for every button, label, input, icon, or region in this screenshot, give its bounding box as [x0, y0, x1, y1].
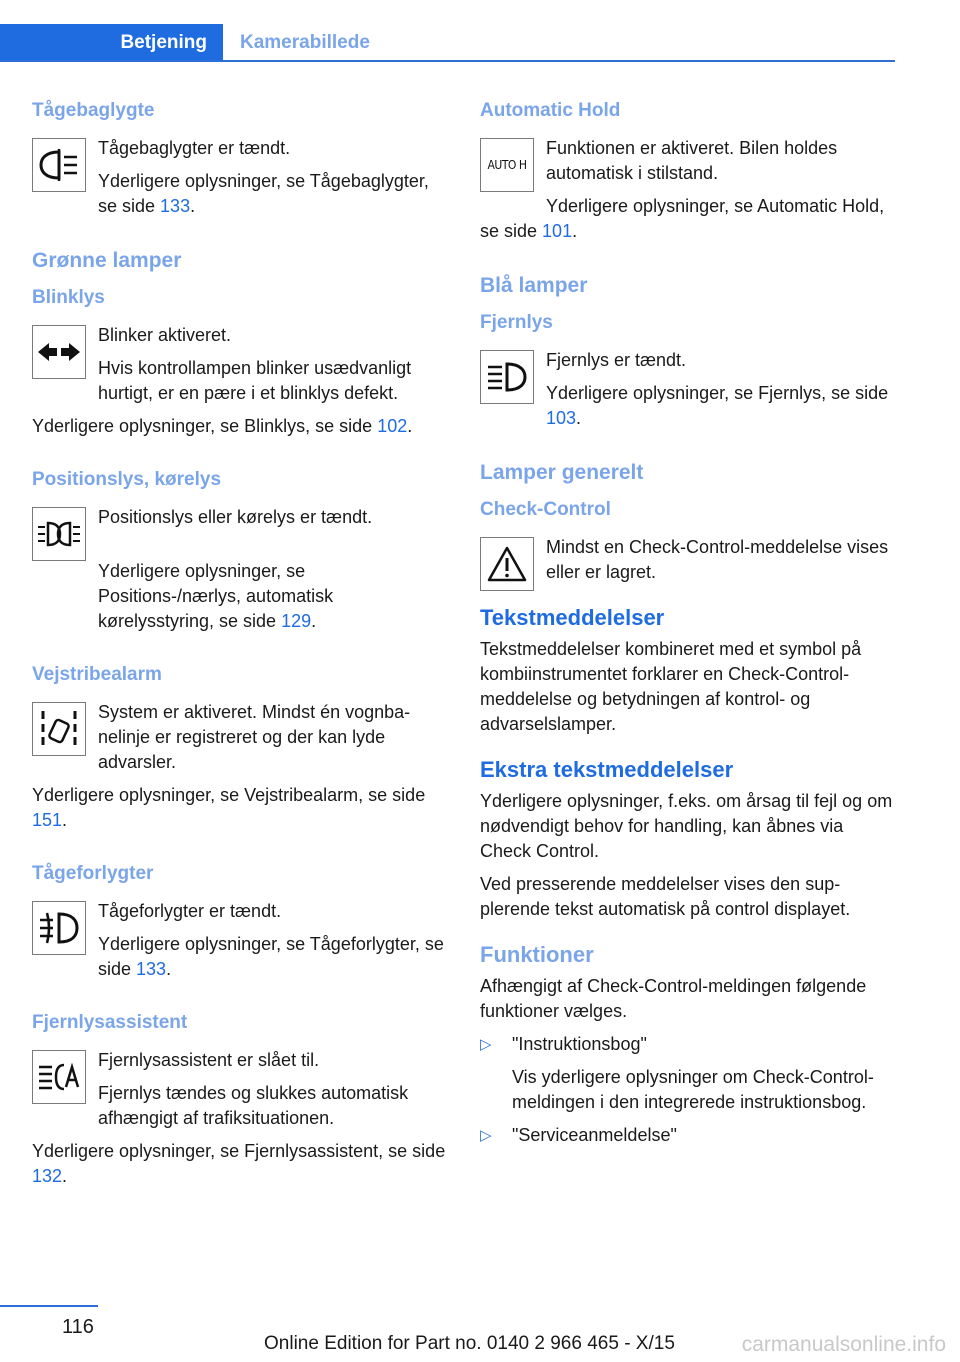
heading-green-lamps: Grønne lamper	[32, 249, 182, 272]
page-header	[0, 24, 895, 62]
page-link-133[interactable]: 133	[160, 196, 191, 216]
list-item	[480, 1123, 898, 1156]
high-assist-line2: Fjernlys tændes og slukkes automatisk afhængigt af trafiksituationen.	[98, 1083, 409, 1128]
check-line1: Mindst en Check-Control-meddelelse vises eller er lagret.	[546, 537, 889, 582]
heading-auto-hold: Automatic Hold	[480, 100, 621, 121]
heading-lane: Vejstribealarm	[32, 664, 162, 685]
list-item-label: "Instruktionsbog"	[512, 1034, 647, 1054]
triangle-bullet-icon: ▷	[480, 1036, 492, 1053]
lamp-position	[32, 505, 450, 561]
list-item-label: "Serviceanmeldelse"	[512, 1125, 677, 1145]
lane-departure-icon	[32, 702, 86, 756]
watermark: carmanualsonline.info	[741, 1333, 946, 1356]
fog-front-line2: Yderligere oplysninger, se Tågeforlygter, se side 133.	[98, 934, 444, 979]
position-line1: Positionslys eller kørelys er tændt.	[98, 507, 373, 527]
high-assist-line3: Yderligere oplysninger, se Fjernlysassistent, se side 132.	[32, 1141, 446, 1186]
lamp-check-control	[480, 535, 898, 593]
rear-fog-light-icon	[32, 138, 86, 192]
high-beam-assistant-icon	[32, 1050, 86, 1104]
list-item-desc: Vis yderligere oplysninger om Check-Control-meldingen i den integrerede instruktionsbog.	[512, 1067, 874, 1112]
text-messages-body: Tekstmeddelelser kombineret med et symbol på kombiinstrumentet forklarer en Check-Control-meddelelse og betydningen af kontrol- og advarselslamper.	[480, 639, 862, 734]
lane-line1: System er aktiveret. Mindst én vognbanelinje er registreret og der kan lyde advarsler.	[98, 702, 411, 772]
page-link-102[interactable]: 102	[377, 416, 408, 436]
list-item	[480, 1032, 898, 1123]
extra-messages-body2: Ved presserende meddelelser vises den supplerende tekst automatisk på control displayet.	[480, 874, 851, 919]
lamp-blink	[32, 323, 450, 414]
high-beam-line2: Yderligere oplysninger, se Fjernlys, se side 103.	[546, 383, 889, 428]
header-tab-betjening: Betjening	[0, 24, 223, 62]
page-number: 116	[62, 1316, 94, 1338]
heading-fog-rear: Tågebaglygte	[32, 100, 155, 121]
lamp-high-assist	[32, 1048, 450, 1139]
header-tab-kamerabillede: Kamerabillede	[240, 32, 370, 53]
front-fog-light-icon	[32, 901, 86, 955]
functions-body: Afhængigt af Check-Control-meldingen følgende funktioner vælges.	[480, 976, 867, 1021]
left-column	[32, 100, 450, 1197]
lamp-lane	[32, 700, 450, 783]
extra-messages-body1: Yderligere oplysninger, f.eks. om årsag til fejl og om nødvendigt behov for handling, kan åbnes via Check Control.	[480, 791, 893, 861]
heading-functions: Funktioner	[480, 942, 594, 967]
heading-high-beam: Fjernlys	[480, 312, 553, 333]
position-line2: Yderligere oplysninger, se Positions-/nærlys, automatisk kørelysstyring, se side 129.	[98, 561, 334, 631]
high-beam-icon	[480, 350, 534, 404]
heading-blink: Blinklys	[32, 287, 105, 308]
footer-rule	[0, 1305, 98, 1307]
turn-signal-icon	[32, 325, 86, 379]
heading-text-messages: Tekstmeddelelser	[480, 605, 665, 630]
heading-extra-messages: Ekstra tekstmeddelelser	[480, 757, 734, 782]
page-link-101[interactable]: 101	[542, 221, 573, 241]
lane-line2: Yderligere oplysninger, se Vejstribealarm, se side 151.	[32, 785, 426, 830]
high-beam-line1: Fjernlys er tændt.	[546, 350, 687, 370]
fog-rear-line1: Tågebaglygter er tændt.	[98, 138, 291, 158]
lamp-auto-hold	[480, 136, 898, 194]
fog-front-line1: Tågeforlygter er tændt.	[98, 901, 282, 921]
auto-hold-line1: Funktionen er aktiveret. Bilen holdes automatisk i stilstand.	[546, 138, 838, 183]
blink-line1: Blinker aktiveret.	[98, 325, 232, 345]
page-link-151[interactable]: 151	[32, 810, 63, 830]
triangle-bullet-icon: ▷	[480, 1127, 492, 1144]
heading-high-assist: Fjernlysassistent	[32, 1012, 188, 1033]
heading-blue-lamps: Blå lamper	[480, 274, 588, 297]
lamp-high-beam	[480, 348, 898, 439]
page-link-133b[interactable]: 133	[136, 959, 167, 979]
right-column	[480, 100, 898, 1156]
blink-line3: Yderligere oplysninger, se Blinklys, se side 102.	[32, 416, 413, 436]
position-light-icon	[32, 507, 86, 561]
heading-check-control: Check-Control	[480, 499, 611, 520]
edition-text: Online Edition for Part no. 0140 2 966 465 - X/15	[264, 1333, 675, 1354]
auto-hold-icon-text: AUTO H	[487, 158, 527, 172]
page-link-132[interactable]: 132	[32, 1166, 63, 1186]
fog-rear-line2: Yderligere oplysninger, se Tågebaglygter, se side 133.	[98, 171, 429, 216]
heading-position: Positionslys, kørelys	[32, 469, 222, 490]
high-assist-line1: Fjernlysassistent er slået til.	[98, 1050, 320, 1070]
page-link-103[interactable]: 103	[546, 408, 577, 428]
lamp-fog-rear	[32, 136, 450, 227]
auto-hold-icon	[480, 138, 534, 192]
lamp-fog-front	[32, 899, 450, 990]
header-rule	[0, 60, 895, 62]
heading-fog-front: Tågeforlygter	[32, 863, 154, 884]
warning-triangle-icon	[480, 537, 534, 591]
auto-hold-line2: Yderligere oplysninger, se Automatic Hold, se side 101.	[480, 196, 885, 241]
heading-general-lamps: Lamper generelt	[480, 461, 644, 484]
blink-line2: Hvis kontrollampen blinker usædvanligt hurtigt, er en pære i et blinklys defekt.	[98, 358, 412, 403]
page-link-129[interactable]: 129	[281, 611, 312, 631]
